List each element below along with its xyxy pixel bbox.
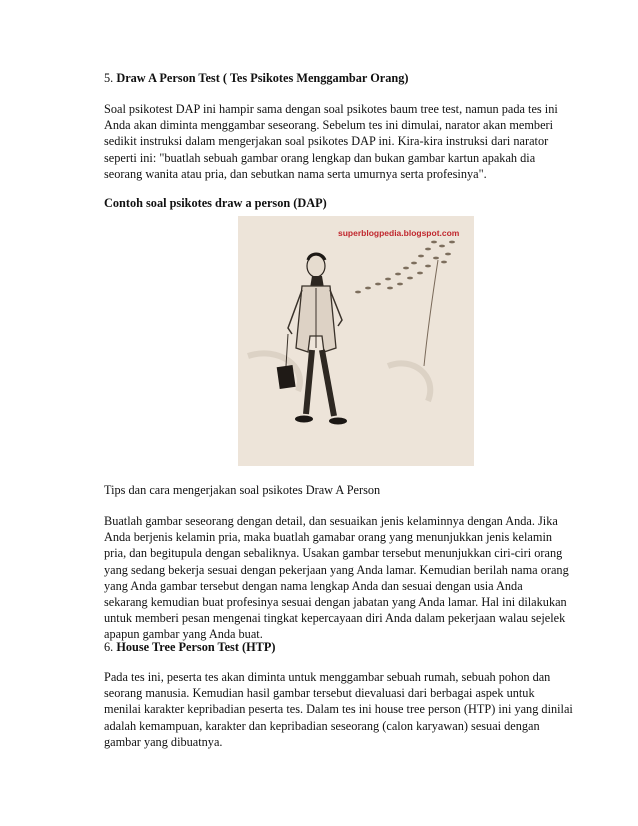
text-line: seorang wanita atau pria, dan sebutkan nama serta umurnya serta profesinya". bbox=[104, 166, 487, 181]
image-watermark: superblogpedia.blogspot.com bbox=[338, 228, 460, 238]
section-5-number: 5. bbox=[104, 71, 114, 85]
text-line: Soal psikotest DAP ini hampir sama dengan soal psikotes baum tree test, namun pada tes ini bbox=[104, 102, 558, 116]
example-heading: Contoh soal psikotes draw a person (DAP) bbox=[104, 196, 327, 210]
text-line: untuk memberi pesan mengenai tingkat kepercayaan diri Anda dalam pekerjaan walau sejelek bbox=[104, 611, 566, 626]
text-line: adalah kemampuan, karakter dan kepribadian seseorang (calon karyawan) sesuai dengan bbox=[104, 718, 540, 733]
tips-heading: Tips dan cara mengerjakan soal psikotes Draw A Person bbox=[104, 483, 381, 497]
text-line: pria, dan begitupula dengan sebaliknya. Usakan gambar tersebut menunjukkan ciri-ciri orang bbox=[104, 546, 563, 561]
section-6-title: House Tree Person Test (HTP) bbox=[116, 640, 276, 654]
text-line: Anda berjenis kelamin pria, maka buatlah gamabar orang yang menunjukkan jenis kelamin bbox=[104, 530, 553, 545]
text-line: Buatlah gambar seseorang dengan detail, dan sesuaikan jenis kelaminnya dengan Anda. Jika bbox=[104, 514, 558, 528]
dap-example-illustration bbox=[238, 216, 474, 466]
text-line: sedikit instruksi dalam mengerjakan soal psikotes DAP ini. Kira-kira instruksi dari narator bbox=[104, 134, 549, 149]
person-sketch-drawing bbox=[238, 216, 474, 466]
section-6-number: 6. bbox=[104, 640, 114, 654]
text-line: yang sedang bekerja sesuai dengan pekerjaan yang Anda lamar. Kemudian berilah nama orang bbox=[104, 562, 569, 577]
section-6-heading bbox=[104, 639, 578, 655]
text-line: apapun gambar yang Anda buat. bbox=[104, 627, 263, 642]
text-line: seorang manusia. Kemudian hasil gambar tersebut dievaluasi dari berbagai aspek untuk bbox=[104, 686, 535, 701]
text-line: Anda akan diminta menggambar seseorang. Sebelum tes ini dimulai, narator akan memberi bbox=[104, 118, 554, 133]
text-line: Pada tes ini, peserta tes akan diminta untuk menggambar sebuah rumah, sebuah pohon dan bbox=[104, 670, 551, 684]
text-line: yang Anda gambar tersebut dengan nama lengkap Anda dan sesuai dengan usia Anda bbox=[104, 578, 523, 593]
text-line: menilai karakter kepribadian peserta tes. Dalam tes ini house tree person (HTP) ini yang dinilai bbox=[104, 702, 573, 717]
section-5-title: Draw A Person Test ( Tes Psikotes Menggambar Orang) bbox=[116, 71, 409, 85]
text-line: gambar yang dibuatnya. bbox=[104, 734, 223, 749]
section-5-paragraph-2 bbox=[104, 513, 578, 643]
section-5-heading bbox=[104, 70, 578, 86]
text-line: sekarang kemudian buat profesinya sesuai dengan jabatan yang Anda lamar. Hal ini dilakukan bbox=[104, 595, 567, 610]
section-6-paragraph bbox=[104, 669, 578, 750]
text-line: seperti ini: "buatlah sebuah gambar orang lengkap dan bukan gambar kartun apakah dia bbox=[104, 150, 536, 165]
section-5-paragraph-1 bbox=[104, 101, 578, 182]
